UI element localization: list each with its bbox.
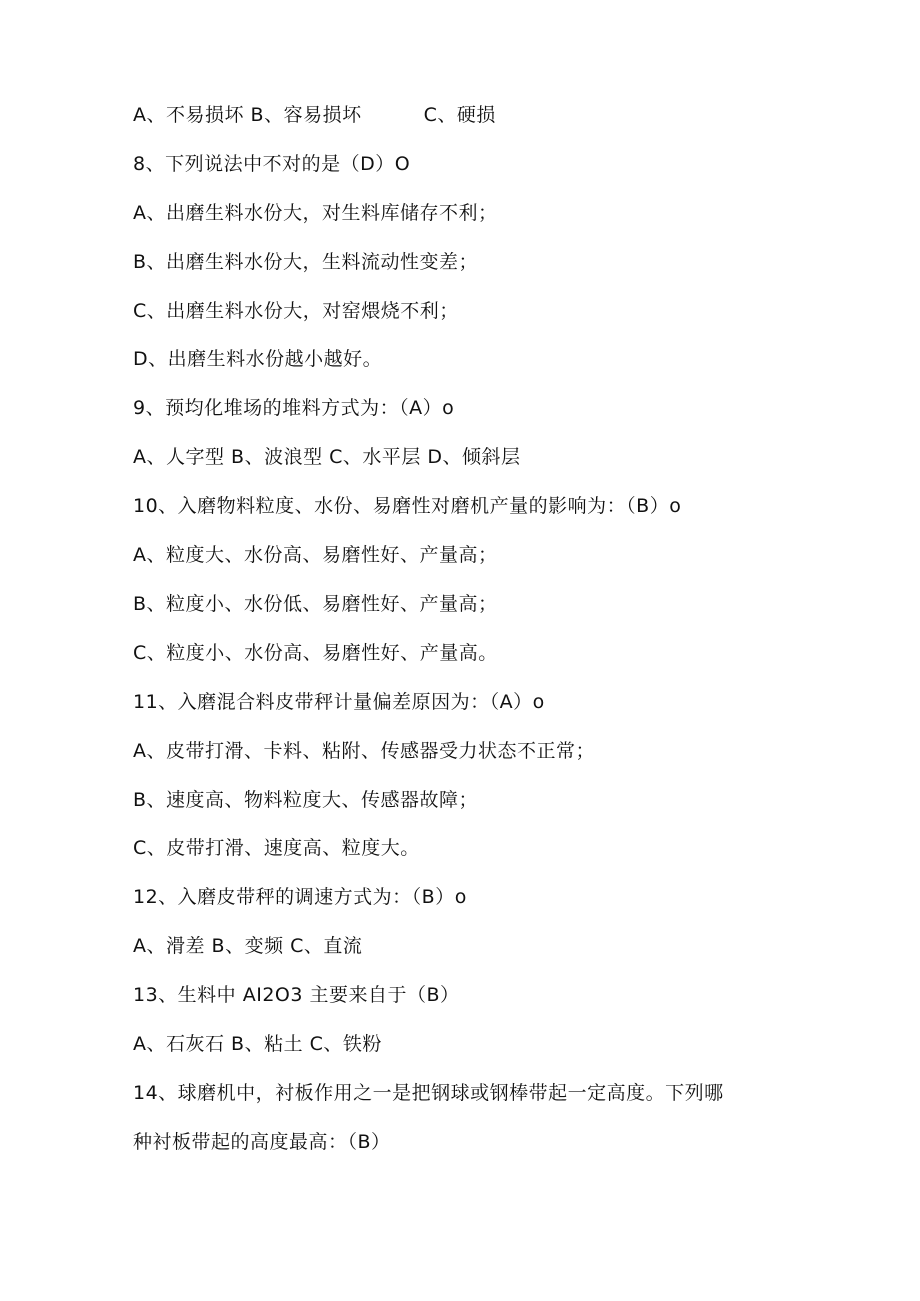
q9-stem: 9、预均化堆场的堆料方式为：（A）o xyxy=(133,397,455,419)
q13-options: A、石灰石 B、粘土 C、铁粉 xyxy=(133,1033,382,1055)
q10-option-b: B、粒度小、水份低、易磨性好、产量高； xyxy=(133,593,498,615)
q8-option-a: A、出磨生料水份大，对生料库储存不利； xyxy=(133,202,498,224)
q12-options: A、滑差 B、变频 C、直流 xyxy=(133,935,363,957)
q8-option-c: C、出磨生料水份大，对窑煨烧不利； xyxy=(133,300,459,322)
q7-options-ab: A、不易损坏 B、容易损坏 xyxy=(133,104,362,126)
q9-options: A、人字型 B、波浪型 C、水平层 D、倾斜层 xyxy=(133,446,521,468)
q12-stem: 12、入磨皮带秤的调速方式为：（B）o xyxy=(133,886,467,908)
q14-stem-line2: 种衬板带起的高度最高：（B） xyxy=(133,1131,391,1153)
q10-option-a: A、粒度大、水份高、易磨性好、产量高； xyxy=(133,544,498,566)
q7-option-c: C、硬损 xyxy=(423,104,496,126)
q8-option-b: B、出磨生料水份大，生料流动性变差； xyxy=(133,251,479,273)
q7-options xyxy=(133,101,793,129)
q10-stem: 10、入磨物料粒度、水份、易磨性对磨机产量的影响为：（B）o xyxy=(133,495,682,517)
q8-stem: 8、下列说法中不对的是（D）O xyxy=(133,153,411,175)
q10-option-c: C、粒度小、水份高、易磨性好、产量高。 xyxy=(133,642,498,664)
q11-stem: 11、入磨混合料皮带秤计量偏差原因为：（A）o xyxy=(133,691,545,713)
q11-option-a: A、皮带打滑、卡料、粘附、传感器受力状态不正常； xyxy=(133,740,595,762)
q13-stem: 13、生料中 AI2O3 主要来自于（B） xyxy=(133,984,460,1006)
q14-stem-line1: 14、球磨机中，衬板作用之一是把钢球或钢棒带起一定高度。下列哪 xyxy=(133,1082,724,1104)
q8-option-d: D、出磨生料水份越小越好。 xyxy=(133,348,383,370)
q11-option-b: B、速度高、物料粒度大、传感器故障； xyxy=(133,789,479,811)
q11-option-c: C、皮带打滑、速度高、粒度大。 xyxy=(133,837,420,859)
